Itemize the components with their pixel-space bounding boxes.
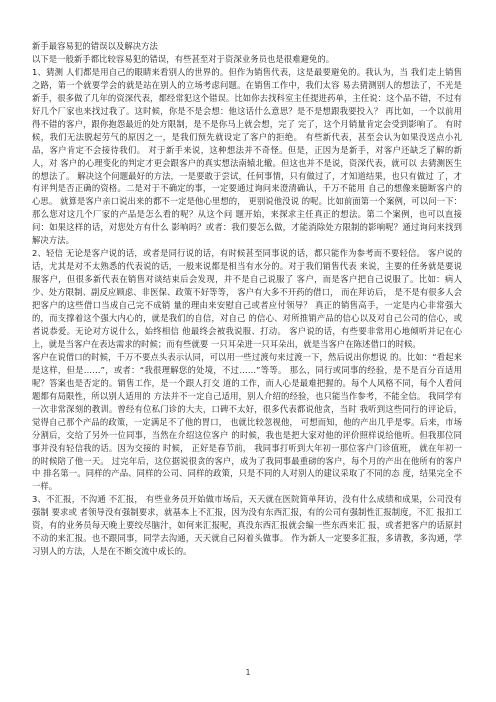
section-1-guessing: 1、猜测 人们都是用自己的眼睛来看别人的世界的。但作为销售代表，这是最要避免的。我认为，当 我们走上销售之路，第一个就要学会的就是站在别人的立场考虑问题。在销售工作中，我们太容 易去猜测别人的想法了，不光是新手，很多做了几年的资深代表，都经常犯这个错误。比如你去找科室主任提进药单，主任说：这个品不错，不过有好几个厂家也来找过我了。这时候，你是不是会想：他这话什么意思？是不是想跟我要投入？ 再比如，一个以前用得不错的客户，跟你抱怨最近的处方限制，是不是你马上就会想，完了 完了，这个月销量肯定会受到影响了。 有时候，我们无法脱起劳气的原因之一，是我们预先就设定了客户的拒绝。 有些新代表，甚至会认为如果没送点小礼品，客户肯定不会接待我们。 对于新手来说，这种想法并不奇怪。但是，正因为是新手，对客户还缺乏了解的新人，对 客户的心理变化的判定才更会跟客户的真实想法南辕北辙。但这也并不是说，资深代表，就可以 去猜测医生的想法了。 解决这个问题最好的方法，一是要敢于尝试，任何事情，只有做过了，才知道结果，也只有做过 了，才有评判是否正确的资格。二是对于不确定的事，一定要通过询问来澄清确认，千万不能用 自己的想像来臆断客户的心思。 就算是客户亲口说出来的都不一定是他心里想的， 更别说他没说 的呢。比如前面第一个案例，可以问一下：那么您对这几个厂家的产品是怎么看的呢？从这个问 题开始，来探求主任真正的想法。第二个案例，也可以直接问：如果这样的话，对您处方有什么 影响吗？或者：我们要怎么做，才能消除处方限制的影响呢？通过询问来找到解决方法。 [32, 66, 462, 246]
section-3-no-reporting: 3、不汇报，不沟通 不汇报， 有些业务员开始做市场后，天天就在医院简单拜访，没有什么成绩和成果，公司没有强制 要求或 者领导没有强制要求，就基本上不汇报，因为没有东西汇报，有的公司有强制性汇报制度，不汇 报扣工资，有的业务员每天晚上要绞尽脑汁，如何来汇报呢，真没东西汇报就会编一些东西来汇 报，或者把客户的话原封不动的来汇报。也不跟同事，同学去沟通，天天就自己闷着头做事。 作为新人一定要多汇报，多请教，多沟通，学习别人的方法，人是在不断交流中成长的。 [32, 494, 462, 557]
section-2-credulity: 2、轻信 无论是客户说的话，或者是同行说的话，有时候甚至同事说的话，都只能作为参考而不要轻信。 客户说的话，尤其是对不太熟悉的代表说的话，一般来说都是相当有水分的。对于我们销售代表 来说，主要的任务就是要说服客户，但很多新代表在销售对谈结束后会发现，并不是自己说服了 客户，而是客户把自己说服了。比如：病人少、处方限制、副反应顾虑、非医保、政策不好等等， 客户有大多不开药的借口， 而在拜访后， 是不是有很多人会把客户的这些借口当成自己完不成销 量的理由来安慰自己或者应付领导？ 真正的销售高手，一定是内心非常强大的，而支撑着这个强大内心的，就是我们的自信，对自己 的信心、对所推销产品的信心以及对自己公司的信心，或者说恭爱。无论对方说什么，始终相信 他最终会被我说服、打动。 客户说的话，有些要非常用心地倾听并记在心上，就是当客户在表达需求的时候；而有些就要 一只耳朵进一只耳朵出，就是当客户在陈述借口的时候。 [32, 248, 462, 349]
document-page [32, 40, 462, 558]
intro-paragraph: 以下是一般新手都比较容易犯的错误，有些甚至对于资深业务员也是很难避免的。 [32, 53, 335, 64]
page-number: 1 [245, 668, 251, 677]
section-2-continued: 客户在说借口的时候，千万不要点头表示认同，可以用一些过渡句来过渡一下，然后说出你想说 的。比如：“看起来是这样，但是……”，或者：“我很理解您的处境，不过……”等等。 那么，同行或同事的经验，是不是百分百适用呢？答案也是否定的。销售工作，是一个跟人打交 道的工作，而人心是最难把握的。每个人风格不同，每个人看问题都有局限性，所以别人适用的 方法并不一定自己适用，别人介绍的经验，也只能当作参考，不能全信。 我同学有一次非常深刻的教训。曾经有位私门诊的大夫，口碑不太好，很多代表都说他贪，当时 我听到这些同行的评论后，觉得自己那个产品的政策，一定满足不了他的胃口， 也就比较忽视他， 可想而知，他的产出几乎是零。后来，市场分割后，交给了另外一位同事，当然在介绍这位客户 的时候，我也是把大家对他的评价照样说给他听。但我那位同事并没有轻信我的话。因为交接的 时候， 正好是春节前， 我同事打听到大年初一那位客户门诊值班， 就在年初一的时候陪了他一天。 过完年后，这位据说很贪的客户，成为了我同事最重磅的客户，每个月的产出在他所有的客户中 排名第一。同样的产品、同样的公司、同样的政策，只是不同的人对别人的建议采取了不同的态 度，结果完全不一样。 [32, 351, 462, 492]
document-title: 新手最容易犯的错误以及解决方法 [32, 41, 158, 51]
